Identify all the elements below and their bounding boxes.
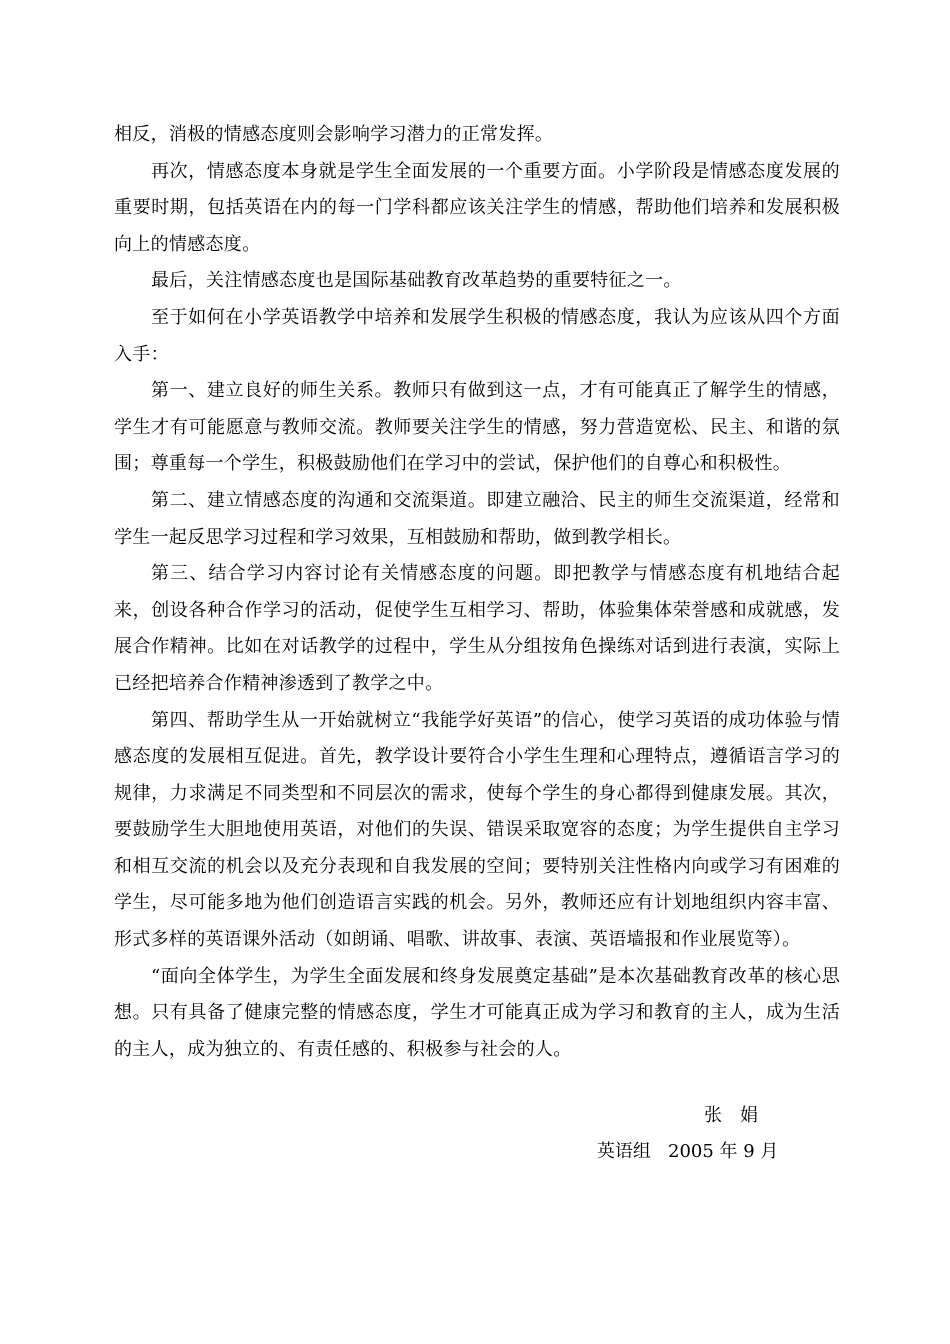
paragraph-4: 至于如何在小学英语教学中培养和发展学生积极的情感态度，我认为应该从四个方面入手： — [114, 306, 840, 365]
paragraph-2: 再次，情感态度本身就是学生全面发展的一个重要方面。小学阶段是情感态度发展的重要时期，包括英语在内的每一门学科都应该关注学生的情感，帮助他们培养和发展积极向上的情感态度。 — [114, 160, 840, 255]
paragraph-8: 第四、帮助学生从一开始就树立“我能学好英语”的信心，使学习英语的成功体验与情感态度的发展相互促进。首先，教学设计要符合小学生生理和心理特点，遵循语言学习的规律，力求满足不同类型和不同层次的需求，使每个学生的身心都得到健康发展。其次，要鼓励学生大胆地使用英语，对他们的失误、错误采取宽容的态度；为学生提供自主学习和相互交流的机会以及充分表现和自我发展的空间；要特别关注性格内向或学习有困难的学生，尽可能多地为他们创造语言实践的机会。另外，教师还应有计划地组织内容丰富、形式多样的英语课外活动（如朗诵、唱歌、讲故事、表演、英语墙报和作业展览等）。 — [114, 709, 840, 951]
signature-author: 张娟 — [704, 1105, 776, 1126]
paragraph-7: 第三、结合学习内容讨论有关情感态度的问题。即把教学与情感态度有机地结合起来，创设各种合作学习的活动，促使学生互相学习、帮助，体验集体荣誉感和成就感，发展合作精神。比如在对话教学的过程中，学生从分组按角色操练对话到进行表演，实际上已经把培养合作精神渗透到了教学之中。 — [114, 563, 840, 694]
paragraph-6: 第二、建立情感态度的沟通和交流渠道。即建立融洽、民主的师生交流渠道，经常和学生一起反思学习过程和学习效果，互相鼓励和帮助，做到教学相长。 — [114, 489, 840, 548]
signature-date: 2005 年 9 月 — [668, 1141, 779, 1162]
paragraph-3: 最后，关注情感态度也是国际基础教育改革趋势的重要特征之一。 — [151, 270, 682, 292]
paragraph-1: 相反，消极的情感态度则会影响学习潜力的正常发挥。 — [114, 124, 554, 145]
signature-group: 英语组 — [596, 1141, 651, 1162]
paragraph-9: “面向全体学生，为学生全面发展和终身发展奠定基础”是本次基础教育改革的核心思想。只有具备了健康完整的情感态度，学生才可能真正成为学习和教育的主人，成为生活的主人，成为独立的、有责任感的、积极参与社会的人。 — [114, 965, 840, 1060]
document-body — [114, 117, 840, 1068]
paragraph-5: 第一、建立良好的师生关系。教师只有做到这一点，才有可能真正了解学生的情感，学生才有可能愿意与教师交流。教师要关注学生的情感，努力营造宽松、民主、和谐的氛围；尊重每一个学生，积极鼓励他们在学习中的尝试，保护他们的自尊心和积极性。 — [114, 380, 840, 475]
